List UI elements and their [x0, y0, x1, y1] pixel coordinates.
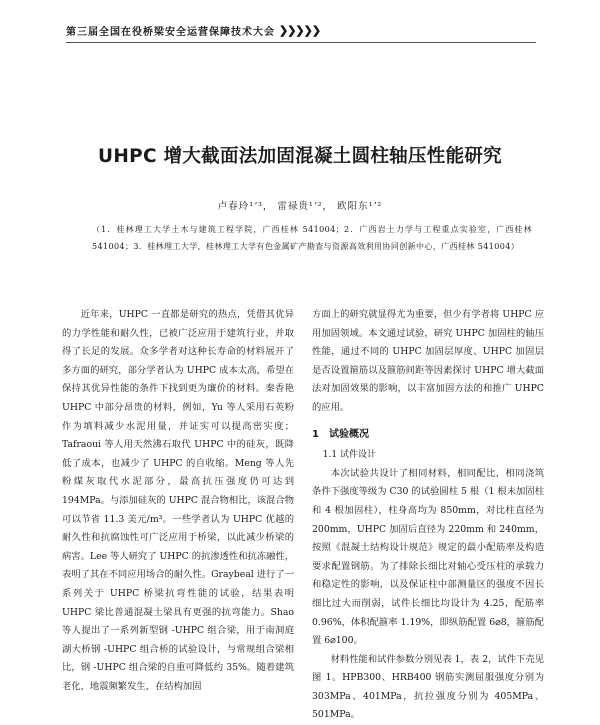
left-column	[62, 306, 294, 696]
paper-title: UHPC 增大截面法加固混凝土圆柱轴压性能研究	[98, 146, 502, 167]
running-header	[66, 22, 536, 38]
subsection-heading: 1.1 试件设计	[322, 450, 376, 461]
right-column	[312, 306, 544, 725]
header-rule	[66, 42, 536, 43]
section-heading: 1 试验概况	[312, 428, 369, 440]
body-paragraph: 近年来，UHPC 一直都是研究的热点，凭借其优异的力学性能和耐久性，已被广泛应用于建筑行业，并取得了长足的发展。众多学者对这种长寿命的材料展开了多方面的研究，部分学者认为 UHPC 成本太高，希望在保持其优异性能的条件下找到更为廉价的材料。秦香艳 UHPC 中部分昂贵的材料，例如，Yu 等人采用石英粉作为填料减少水泥用量，并证实可以提高密实度；Tafraoui 等人用天然沸石取代 UHPC 中的硅灰，既降低了成本，也减少了 UHPC 的自收缩。Meng 等人先粉煤灰取代水泥部分，最高抗压强度仍可达到 194MPa。与添加硅灰的 UHPC 混合物相比，该混合物可以节省 11.3 美元/m³。一些学者认为 UHPC 优越的耐久性和抗腐蚀性可广泛应用于桥梁，以此减少桥梁的病害。Lee 等人研究了 UHPC 的抗渗透性和抗冻融性，表明了其在不同应用场合的耐久性。Graybeal 进行了一系列关于 UHPC 桥梁抗弯性能的试验，结果表明 UHPC 梁比普通混凝土梁具有更强的抗弯能力。Shao 等人提出了一系列新型钢 -UHPC 组合梁，用于南洞庭湖大桥钢 -UHPC 组合桥的试验设计，与常规组合梁相比，钢 -UHPC 组合梁的自重可降低约 35%。随着建筑老化，地震频繁发生，在结构加固	[62, 309, 294, 692]
paper-affiliations: （1．桂林理工大学土木与建筑工程学院，广西桂林 541004；2．广西岩土力学与工程重点实验室，广西桂林 541004；3．桂林理工大学，桂林理工大学有色金属矿产勘查与资源高效利用协同创新中心，广西桂林 541004）	[92, 225, 532, 251]
paper-authors: 卢春玲¹ʼ³， 雷禄贵¹ʼ²， 欧阳东¹ʼ²	[217, 201, 383, 212]
body-paragraph: 方面上的研究就显得尤为重要，但少有学者将 UHPC 应用加固领域。本文通过试验，研究 UHPC 加固柱的轴压性能，通过不同的 UHPC 加固层厚度、UHPC 加固层是否设置箍筋以及箍筋间距等因素探讨 UHPC 增大截面法对加固效果的影响，以丰富加固方法的和推广 UHPC 的应用。	[312, 309, 544, 413]
body-paragraph: 材料性能和试件参数分别见表 1，表 2，试件下壳见图 1。HPB300、HRB400 钢筋实测屈服强度分别为 303MPa、401MPa，抗拉强度分别为 405MPa、501MPa。	[312, 653, 544, 721]
conference-name: 第三届全国在役桥梁安全运营保障技术大会	[66, 26, 275, 38]
chevron-decoration-icon: ❯❯❯❯❯	[279, 23, 321, 37]
body-paragraph: 本次试验共设计了相同材料，相同配比，相同浇筑条件下强度等级为 C30 的试验圆柱 5 根（1 根未加固柱和 4 根加固柱），柱身高均为 850mm，对比柱直径为 200mm，UHPC 加固后直径为 220mm 和 240mm，按照《混凝土结构设计规范》规定的最小配筋率及构造要求配置钢筋。为了排除长细比对轴心受压柱的承载力和稳定性的影响，以及保证柱中部测量区的强度不因长细比过大而削弱，试件长细比均设计为 4.25，配筋率 0.96%，体积配箍率 1.19%，即纵筋配置 6⌀8，箍筋配置 6⌀100。	[312, 467, 544, 647]
